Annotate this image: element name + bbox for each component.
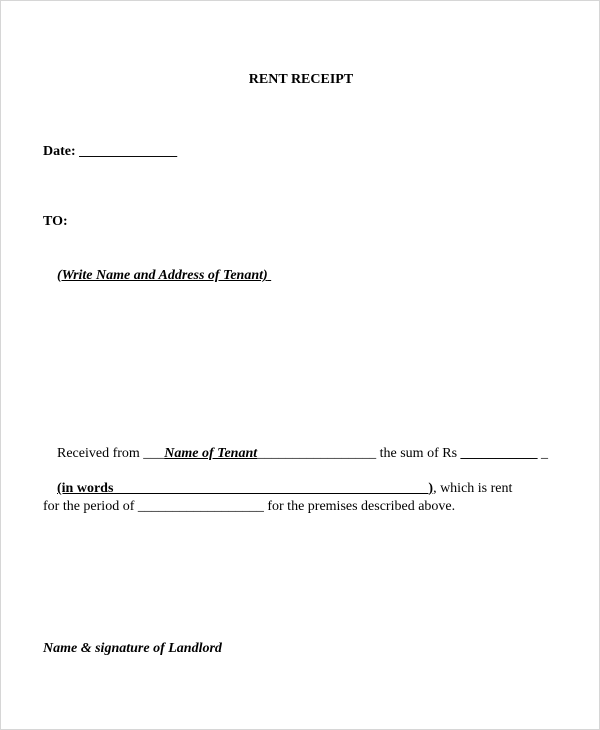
landlord-signature-label: Name & signature of Landlord	[43, 641, 222, 656]
in-words-blank: (in words_____________________________________________)	[57, 481, 434, 496]
tenant-address-placeholder: (Write Name and Address of Tenant)	[57, 268, 268, 283]
received-prefix: Received from ___	[57, 446, 165, 461]
document-title: RENT RECEIPT	[248, 72, 354, 87]
amount-blank: ___________	[460, 446, 538, 461]
in-words-suffix: , which is rent	[433, 481, 513, 496]
to-label: TO:	[43, 214, 68, 229]
date-line: Date: ______________	[43, 144, 178, 159]
tenant-name-field: Name of Tenant	[164, 446, 258, 461]
received-middle: _________________ the sum of Rs	[257, 446, 461, 461]
amount-tail: _	[537, 446, 549, 461]
tenant-address-line	[43, 249, 271, 303]
period-line: for the period of __________________ for the premises described above.	[43, 499, 456, 514]
tenant-address-tail	[268, 268, 272, 283]
